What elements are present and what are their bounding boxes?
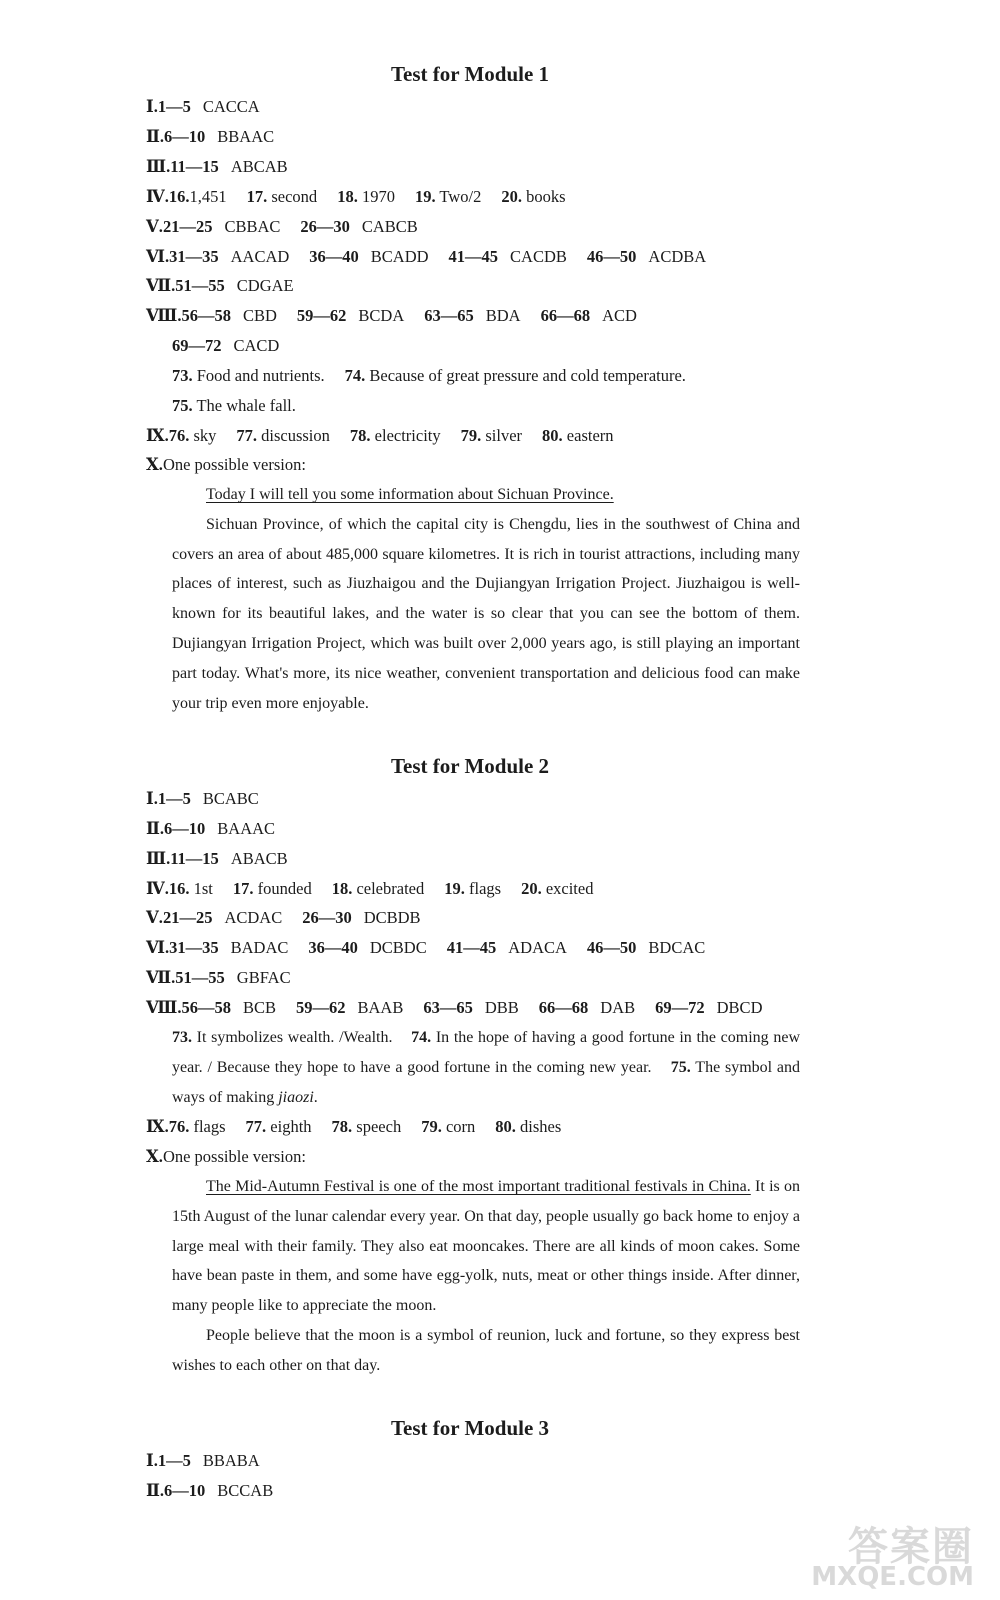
m1-section-9: Ⅸ.76. sky 77. discussion 78. electricity 79. silver 80. eastern [146, 426, 614, 445]
watermark [811, 1524, 974, 1592]
watermark-site: MXQE.COM [811, 1562, 974, 1592]
m1-section-4: Ⅳ.16.1,451 17. second 18. 1970 19. Two/2 20. books [146, 187, 566, 206]
m2-essay [172, 1172, 800, 1381]
m1-section-2: Ⅱ.6—10 BBAAC [146, 127, 275, 146]
m3-section-1: Ⅰ.1—5 BBABA [146, 1451, 260, 1470]
m1-section-5: Ⅴ.21—25 CBBAC 26—30 CABCB [146, 217, 418, 236]
m1-section-8-q73-74: 73. Food and nutrients. 74. Because of great pressure and cold temperature. [172, 366, 686, 385]
m3-section-2: Ⅱ.6—10 BCCAB [146, 1481, 274, 1500]
m1-section-6: Ⅵ.31—35 AACAD 36—40 BCADD 41—45 CACDB 46—50 ACDBA [146, 247, 707, 266]
m1-section-3: Ⅲ.11—15 ABCAB [146, 157, 288, 176]
m1-section-1: Ⅰ.1—5 CACCA [146, 97, 260, 116]
m2-essay-title: The Mid-Autumn Festival is one of the most important traditional festivals in China. [206, 1178, 751, 1195]
module-1-title: Test for Module 1 [390, 62, 550, 86]
watermark-logo: 答案圈 [848, 1524, 974, 1570]
m1-essay [172, 480, 800, 718]
module-3-title: Test for Module 3 [390, 1416, 550, 1440]
m2-section-4: Ⅳ.16. 1st 17. founded 18. celebrated 19. flags 20. excited [146, 879, 594, 898]
m1-section-10: Ⅹ.One possible version: [146, 455, 306, 474]
m1-section-8: Ⅷ.56—58 CBD 59—62 BCDA 63—65 BDA 66—68 ACD [146, 306, 637, 325]
m1-section-7: Ⅶ.51—55 CDGAE [146, 276, 294, 295]
m2-section-10: Ⅹ.One possible version: [146, 1147, 306, 1166]
m2-section-3: Ⅲ.11—15 ABACB [146, 849, 288, 868]
m2-section-1: Ⅰ.1—5 BCABC [146, 789, 259, 808]
m2-section-7: Ⅶ.51—55 GBFAC [146, 968, 291, 987]
m2-section-5: Ⅴ.21—25 ACDAC 26—30 DCBDB [146, 908, 421, 927]
m2-section-6: Ⅵ.31—35 BADAC 36—40 DCBDC 41—45 ADACA 46—50 BDCAC [146, 938, 706, 957]
m2-essay-body: It is on 15th August of the lunar calendar every year. On that day, people usually go back home to enjoy a large meal with their family. They also eat mooncakes. There are all kinds of moon cakes. Some have bean paste in them, and some have egg-yolk, nuts, meat or other things inside. After dinner, many people like to appreciate the moon. [172, 1178, 801, 1315]
m2-essay-body-2: People believe that the moon is a symbol of reunion, luck and fortune, so they express best wishes to each other on that day. [172, 1326, 800, 1374]
module-2-title: Test for Module 2 [390, 754, 550, 778]
m1-essay-body: Sichuan Province, of which the capital city is Chengdu, lies in the southwest of China and covers an area of about 485,000 square kilometres. It is rich in tourist attractions, including many places of interest, such as Jiuzhaigou and the Dujiangyan Irrigation Project. Jiuzhaigou is well-known for its beautiful lakes, and the water is so clear that you can see the bottom of them. Dujiangyan Irrigation Project, which was built over 2,000 years ago, is still playing an important part today. What's more, its nice weather, convenient transportation and delicious food can make your trip even more enjoyable. [172, 515, 800, 712]
m2-section-9: Ⅸ.76. flags 77. eighth 78. speech 79. corn 80. dishes [146, 1117, 562, 1136]
m2-section-2: Ⅱ.6—10 BAAAC [146, 819, 276, 838]
m1-essay-title: Today I will tell you some information about Sichuan Province. [206, 486, 614, 503]
m2-section-8: Ⅷ.56—58 BCB 59—62 BAAB 63—65 DBB 66—68 DAB 69—72 DBCD [146, 998, 763, 1017]
m1-section-8-q75: 75. The whale fall. [172, 396, 296, 415]
m1-section-8-cont: 69—72 CACD [172, 336, 280, 355]
m2-section-8-short-answers: 73. It symbolizes wealth. /Wealth. 74. In the hope of having a good fortune in the coming new year. / Because they hope to have a good fortune in the coming new year. 75. The symbol and ways of making jiaozi. [172, 1029, 801, 1106]
